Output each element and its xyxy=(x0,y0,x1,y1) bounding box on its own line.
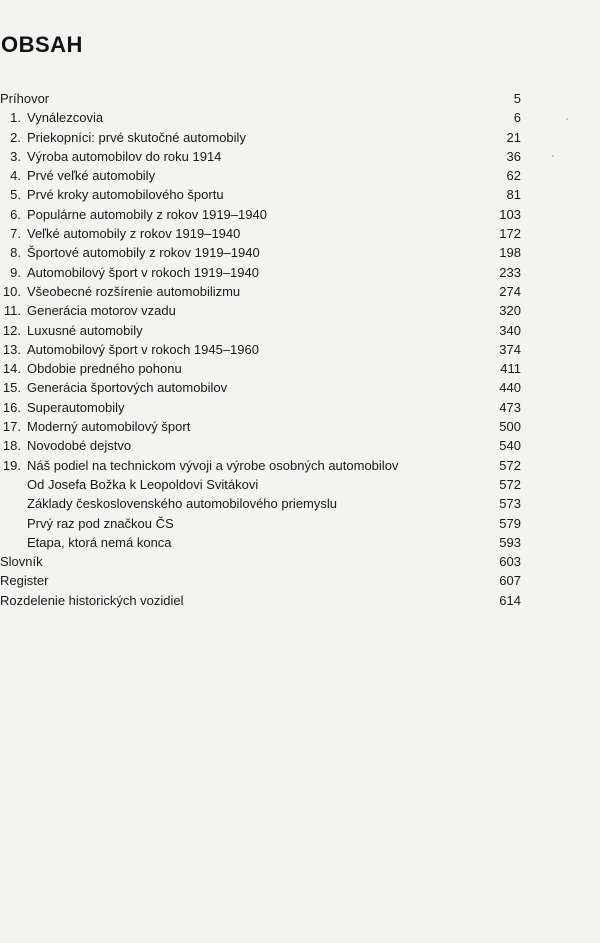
entry-title: Obdobie predného pohonu xyxy=(27,361,182,377)
toc-entry xyxy=(0,205,521,224)
chapter-number: 5. xyxy=(10,187,21,203)
entry-title: Od Josefa Božka k Leopoldovi Svitákovi xyxy=(27,476,259,492)
entry-title: Prvé veľké automobily xyxy=(27,168,156,184)
toc-entry xyxy=(0,398,521,417)
entry-title: Veľké automobily z rokov 1919–1940 xyxy=(27,226,241,242)
toc-entry xyxy=(0,494,521,513)
toc-entry xyxy=(0,475,521,494)
page-number: 440 xyxy=(499,380,521,396)
paper-speck xyxy=(552,155,554,157)
chapter-number: 13. xyxy=(2,341,21,357)
page-number: 62 xyxy=(506,168,521,184)
toc-entry xyxy=(0,128,521,147)
page-number: 5 xyxy=(513,91,521,106)
entry-title: Všeobecné rozšírenie automobilizmu xyxy=(27,283,241,299)
toc-entry xyxy=(0,185,521,204)
page-number: 340 xyxy=(499,322,521,338)
entry-title: Moderný automobilový šport xyxy=(27,419,191,435)
toc-entry xyxy=(0,417,521,436)
toc-entry xyxy=(0,514,521,533)
toc-entry xyxy=(0,282,521,301)
page-number: 320 xyxy=(499,303,521,319)
chapter-number: 11. xyxy=(3,303,21,319)
entry-title: Rozdelenie historických vozidiel xyxy=(0,592,184,608)
page-number: 579 xyxy=(499,515,521,531)
entry-title: Vynálezcovia xyxy=(27,110,104,126)
chapter-number: 19. xyxy=(2,457,21,473)
toc-entry xyxy=(0,263,521,282)
entry-title: Slovník xyxy=(0,554,43,570)
table-of-contents xyxy=(0,89,521,610)
page-number: 36 xyxy=(506,148,521,164)
toc-entry xyxy=(0,436,521,455)
page-number: 6 xyxy=(513,110,521,126)
toc-entry xyxy=(0,108,521,127)
chapter-number: 9. xyxy=(10,264,21,280)
entry-title: Generácia športových automobilov xyxy=(27,380,228,396)
entry-title: Generácia motorov vzadu xyxy=(27,303,176,319)
page-number: 274 xyxy=(499,283,521,299)
entry-title: Register xyxy=(0,573,49,589)
page-number: 603 xyxy=(499,554,521,570)
page-number: 614 xyxy=(499,592,521,608)
chapter-number: 10. xyxy=(2,283,21,299)
entry-title: Automobilový šport v rokoch 1919–1940 xyxy=(27,264,259,280)
entry-title: Superautomobily xyxy=(27,399,125,415)
entry-title: Populárne automobily z rokov 1919–1940 xyxy=(27,206,267,222)
chapter-number: 16. xyxy=(2,399,21,415)
chapter-number: 4. xyxy=(10,168,21,184)
page-number: 21 xyxy=(506,129,521,145)
chapter-number: 7. xyxy=(10,226,21,242)
chapter-number: 15. xyxy=(2,380,21,396)
chapter-number: 3. xyxy=(10,148,21,164)
page-number: 233 xyxy=(499,264,521,280)
toc-entry xyxy=(0,340,521,359)
entry-title: Luxusné automobily xyxy=(27,322,143,338)
page-number: 81 xyxy=(506,187,521,203)
chapter-number: 2. xyxy=(10,129,21,145)
contents-heading: OBSAH xyxy=(1,32,83,57)
page-number: 540 xyxy=(499,438,521,454)
toc-entry xyxy=(0,533,521,552)
toc-entry xyxy=(0,571,521,590)
entry-title: Náš podiel na technickom vývoji a výrobe osobných automobilov xyxy=(27,457,399,473)
entry-title: Športové automobily z rokov 1919–1940 xyxy=(27,245,260,261)
page-number: 374 xyxy=(499,341,521,357)
entry-title: Prvé kroky automobilového športu xyxy=(27,187,224,203)
toc-entry xyxy=(0,591,521,610)
entry-title: Príhovor xyxy=(0,91,50,106)
page-number: 573 xyxy=(499,496,521,512)
page-number: 607 xyxy=(499,573,521,589)
chapter-number: 1. xyxy=(10,110,21,126)
entry-title: Novodobé dejstvo xyxy=(27,438,132,454)
toc-entry xyxy=(0,224,521,243)
toc-entry xyxy=(0,321,521,340)
toc-entry xyxy=(0,378,521,397)
toc-entry xyxy=(0,301,521,320)
page-number: 500 xyxy=(499,419,521,435)
chapter-number: 14. xyxy=(2,361,21,377)
entry-title: Automobilový šport v rokoch 1945–1960 xyxy=(27,341,259,357)
page-number: 572 xyxy=(499,476,521,492)
toc-entry xyxy=(0,243,521,262)
page-number: 593 xyxy=(499,534,521,550)
entry-title: Prvý raz pod značkou ČS xyxy=(27,515,174,531)
toc-entry xyxy=(0,552,521,571)
toc-entry xyxy=(0,89,521,108)
page-number: 572 xyxy=(499,457,521,473)
chapter-number: 18. xyxy=(2,438,21,454)
page-number: 411 xyxy=(500,361,521,377)
page-number: 172 xyxy=(499,226,521,242)
entry-title: Základy československého automobilového priemyslu xyxy=(27,496,337,512)
chapter-number: 8. xyxy=(10,245,21,261)
chapter-number: 17. xyxy=(2,419,21,435)
toc-entry xyxy=(0,456,521,475)
page-number: 473 xyxy=(499,399,521,415)
entry-title: Výroba automobilov do roku 1914 xyxy=(27,148,222,164)
chapter-number: 12. xyxy=(2,322,21,338)
page-number: 198 xyxy=(499,245,521,261)
entry-title: Etapa, ktorá nemá konca xyxy=(27,534,172,550)
paper-speck xyxy=(566,118,568,120)
page-number: 103 xyxy=(499,206,521,222)
toc-entry xyxy=(0,166,521,185)
toc-entry xyxy=(0,359,521,378)
chapter-number: 6. xyxy=(10,206,21,222)
entry-title: Priekopníci: prvé skutočné automobily xyxy=(27,129,246,145)
toc-entry xyxy=(0,147,521,166)
